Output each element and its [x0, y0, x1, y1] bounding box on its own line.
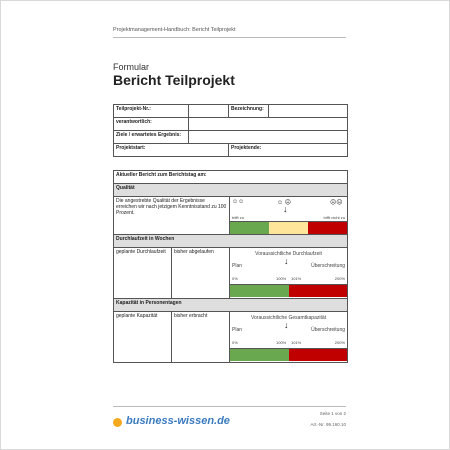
label-projektstart: Projektstart: [114, 144, 229, 157]
kapazitaet-scale [230, 312, 348, 363]
page-number: Seite 1 von 2 [319, 411, 346, 416]
page-title: Bericht Teilprojekt [113, 72, 235, 88]
section-kapazitaet: Kapazität in Personentagen [114, 299, 348, 312]
label-geplante-kapazitaet: geplante Kapazität [114, 312, 172, 363]
running-header: Projektmanagement-Handbuch: Bericht Teilprojekt [113, 27, 236, 33]
label-geplante-durchlaufzeit: geplante Durchlaufzeit [114, 248, 172, 299]
sad-faces-icon: ☹☹ [330, 200, 343, 206]
bar-yellow [269, 222, 308, 234]
label-ziele: Ziele / erwartetes Ergebnis: [114, 131, 189, 144]
durchlauf-bar [230, 284, 347, 297]
tick-100: 100% [276, 276, 287, 281]
qualitaet-statement: Die angestrebte Qualität der Ergebnisse erreichen wir nach jetzigem Kenntnisstand zu 100 Prozent. [114, 197, 230, 235]
field-teilprojekt-nr[interactable] [189, 105, 229, 118]
header-divider [113, 37, 346, 38]
label-bezeichnung: Bezeichnung: [229, 105, 269, 118]
form-label: Formular [113, 62, 150, 72]
down-arrow-icon: ↓ [283, 204, 288, 214]
down-arrow-icon: ↓ [284, 320, 289, 330]
field-ziele[interactable] [189, 131, 348, 144]
section-durchlaufzeit: Durchlaufzeit in Wochen [114, 235, 348, 248]
tick-101: 101% [291, 340, 302, 345]
scale-right-label: trifft nicht zu [323, 215, 346, 220]
footer-divider [113, 406, 346, 407]
label-verantwortlich: verantwortlich: [114, 118, 189, 131]
label-bisher-abgelaufen: bisher abgelaufen [172, 248, 230, 299]
tick-0: 0% [232, 276, 238, 281]
tick-100: 100% [276, 340, 287, 345]
field-bezeichnung[interactable] [269, 105, 348, 118]
label-voraussichtliche-durchlaufzeit: Voraussichtliche Durchlaufzeit [255, 251, 322, 257]
scale-left-label: trifft zu [232, 215, 244, 220]
neutral-faces-icon: ☺ ☹ [277, 200, 292, 206]
article-number: Art.-Nr. 99.160.10 [310, 422, 346, 427]
bar-red [289, 285, 348, 297]
durchlauf-scale [230, 248, 348, 299]
label-ueberschreitung: Überschreitung [311, 327, 346, 333]
project-info-table [113, 104, 348, 157]
label-berichtstag: Aktueller Bericht zum Berichtstag am: [114, 171, 348, 184]
report-table [113, 170, 348, 363]
label-plan: Plan [232, 263, 243, 269]
happy-faces-icon: ☺☺ [232, 199, 245, 205]
section-qualitaet: Qualität [114, 184, 348, 197]
bar-green [230, 349, 289, 361]
label-ueberschreitung: Überschreitung [311, 263, 346, 269]
tick-0: 0% [232, 340, 238, 345]
label-bisher-erbracht: bisher erbracht [172, 312, 230, 363]
qualitaet-scale [230, 197, 348, 235]
bar-green [230, 222, 269, 234]
kapazitaet-bar [230, 348, 347, 361]
bar-red [308, 222, 347, 234]
bar-red [289, 349, 348, 361]
tick-200: 200% [334, 276, 346, 281]
qualitaet-bar [230, 221, 347, 234]
tick-200: 200% [334, 340, 346, 345]
tick-101: 101% [291, 276, 302, 281]
label-projektende: Projektende: [229, 144, 348, 157]
label-teilprojekt-nr: Teilprojekt-Nr.: [114, 105, 189, 118]
down-arrow-icon: ↓ [284, 256, 289, 266]
bar-green [230, 285, 289, 297]
label-plan: Plan [232, 327, 243, 333]
label-voraussichtliche-gesamtkapazitaet: Voraussichtliche Gesamtkapazität [250, 315, 327, 321]
brand-logo[interactable]: business-wissen.de [126, 415, 230, 427]
logo-dot-icon [113, 418, 122, 427]
field-verantwortlich[interactable] [189, 118, 348, 131]
